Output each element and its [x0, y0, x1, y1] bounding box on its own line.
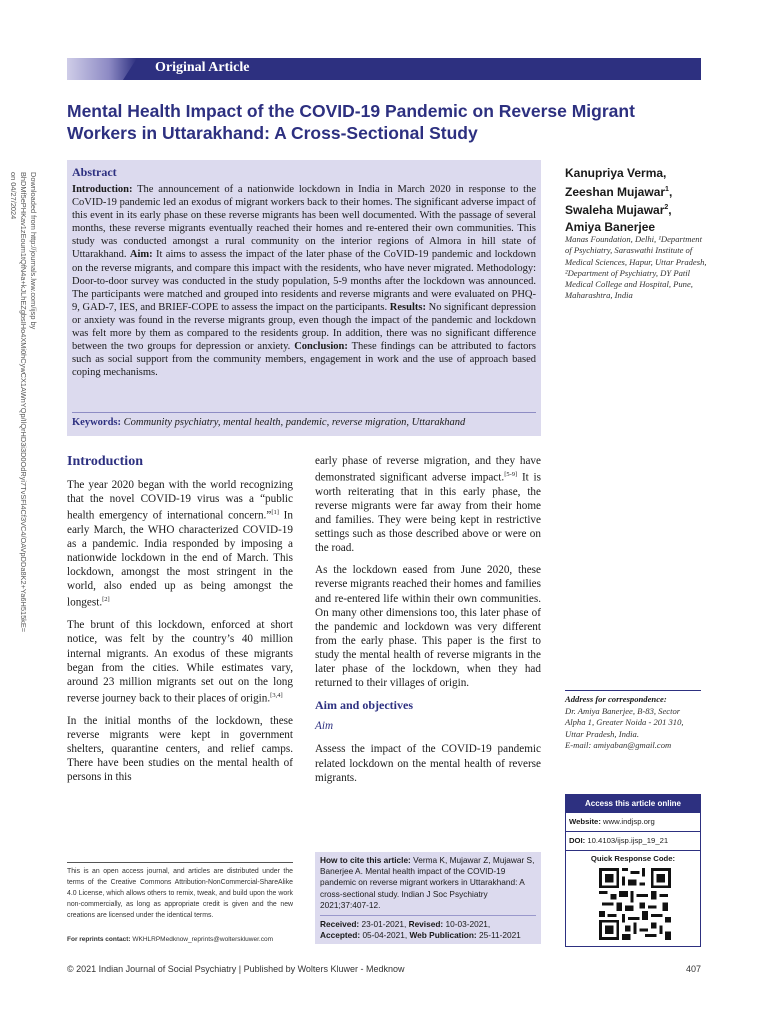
- citation-box: [315, 852, 541, 944]
- body-paragraph: The brunt of this lockdown, enforced at short notice, was felt by the country’s 40 million internal migrants. An exodus of these migrants began from the cities. While estimates vary, around 23 million migrants set out on the long reverse journey back to their places of origin.[3,4]: [67, 619, 293, 705]
- reprints-contact: [67, 936, 307, 943]
- footer-copyright: © 2021 Indian Journal of Social Psychiatry | Published by Wolters Kluwer - Medknow: [67, 964, 405, 974]
- abstract-results-label: Results:: [389, 301, 426, 313]
- keywords-line: [72, 412, 536, 428]
- author-name: Amiya Banerjee: [565, 219, 656, 234]
- abstract-intro-text: The announcement of a nationwide lockdown in India in March 2020 in response to the CoVID-19 pandemic led an exodus of migrant workers back to their homes. The significant adverse impact of this event in its early phase on these reverse migrants has been well documented. With the passage of several months, these reverse migrants eventually reached their homes and re-entered their own communities. This study was conducted amongst a rural community on the interior regions of Almora in hill state of Uttarakhand.: [72, 184, 536, 261]
- abstract-heading: Abstract: [72, 165, 117, 179]
- download-watermark: [8, 172, 48, 632]
- author-affiliations: Manas Foundation, Delhi, ¹Department of Psychiatry, Saraswathi Institute of Medical Sciences, Hapur, Uttar Pradesh, ²Department of Psychiatry, DY Patil Medical College and Hospital, Pune, Maharashtra, India: [565, 234, 707, 301]
- citation-text: How to cite this article: Verma K, Mujawar Z, Mujawar S, Banerjee A. Mental health impact of the COVID-19 pandemic on reverse migrant workers in Uttarakhand: A cross-sectional study. Indian J Soc Psychiatry 2021;37:407-12.: [320, 855, 535, 910]
- body-paragraph: In the initial months of the lockdown, these reverse migrants were kept in government shelters, quarantine centers, and relief camps. There have been studies on the mental health of persons in this: [67, 714, 293, 783]
- aim-subheading: Aim: [315, 720, 334, 733]
- aim-objectives-heading: Aim and objectives: [315, 698, 413, 713]
- abstract-body: [72, 183, 536, 379]
- reprints-label: For reprints contact:: [67, 936, 131, 943]
- citation-dates: Received: 23-01-2021, Revised: 10-03-2021, Accepted: 05-04-2021, Web Publication: 25-11-2021: [320, 915, 536, 941]
- abstract-aim-label: Aim:: [129, 249, 153, 261]
- article-type-banner: [67, 58, 701, 80]
- page-number: 407: [685, 964, 701, 974]
- abstract-aim-text: It aims to assess the impact of the later phase of the CoVID-19 pandemic and lockdown on the reverse migrants, and compare this impact with the residents, who have never migrated. Methodology: Door-to-door survey was conducted in the study population, 5-9 months after the lockdown was announced. The participants were matched and grouped into residents and reverse migrants and were evaluated on PHQ-9, GAD-7, IES, and BRIEF-COPE to assess the impact on the participants.: [72, 249, 537, 313]
- correspondence-email[interactable]: E-mail: amiyaban@gmail.com: [565, 740, 672, 751]
- download-watermark-text: Downloaded from http://journals.lww.com/ijsp by BhDMf5ePHKav1zEoum1tQfN4a+kJLhEZgbsIHo4XMi0hCywCX1AWnYQp/IlQrHD3i3D0OdRyi7TvSFl4Cf3VC4/OAVpDDa8K2+Ya6H515kE= on 04/27/2024: [9, 172, 38, 633]
- abstract-conclusion-label: Conclusion:: [294, 341, 348, 353]
- abstract-panel: [67, 160, 541, 436]
- author-name: Kanupriya Verma,: [565, 166, 667, 180]
- body-paragraph: As the lockdown eased from June 2020, these reverse migrants reached their homes and families and re-entered life within their own communities. On many other dimensions too, this later phase of the pandemic and lockdown was very different from the early phase. This paper is the first to study the mental health of reverse migrants in the later phase of the lockdown, when they had returned to their villages of origin.: [315, 564, 541, 690]
- qr-code-icon[interactable]: [599, 868, 671, 940]
- author-list: [565, 165, 725, 235]
- reprints-email[interactable]: WKHLRPMedknow_reprints@wolterskluwer.com: [132, 936, 273, 943]
- qr-label: Quick Response Code:: [590, 854, 676, 863]
- keywords-label: Keywords:: [72, 417, 121, 428]
- author-name: Zeeshan Mujawar$^1$,: [565, 184, 673, 199]
- abstract-results-text: No significant depression or anxiety was found in the reverse migrants group, even though the impact of the pandemic and lockdown was felt more by them as compared to the residents group. In addition, there was no significant difference between the two groups for depression or anxiety.: [72, 301, 537, 353]
- article-title: Mental Health Impact of the COVID-19 Pandemic on Reverse Migrant Workers in Uttarakhand: A Cross-Sectional Study: [67, 101, 635, 143]
- correspondence-address: [565, 690, 701, 752]
- body-column-left: [67, 478, 293, 792]
- author-name: Swaleha Mujawar$^2$,: [565, 203, 672, 217]
- access-online-box: [565, 794, 701, 947]
- correspondence-text: Dr. Amiya Banerjee, B-83, Sector Alpha 1, Greater Noida - 201 310, Uttar Pradesh, India.: [565, 705, 684, 739]
- body-paragraph: Assess the impact of the COVID-19 pandemic related lockdown on the mental health of reverse migrants.: [315, 743, 541, 784]
- doi-row[interactable]: DOI: 10.4103/ijsp.ijsp_19_21: [565, 832, 701, 851]
- body-paragraph: The year 2020 began with the world recognizing that the novel COVID-19 virus was a “public health emergency of international concern.”[1] In early March, the WHO characterized COVID-19 as a pandemic. India responded by imposing a nationwide lockdown in the end of March. This lockdown, amongst the most stringent in the world, also ended up as being amongst the longest.[2]: [67, 479, 293, 610]
- access-heading: Access this article online: [565, 794, 701, 813]
- abstract-conclusion-text: These findings can be attributed to factors such as social support from the community members, engagement in work and the use of approach based coping mechanisms.: [72, 341, 537, 379]
- body-paragraph: early phase of reverse migration, and they have demonstrated significant adverse impact.[5-9] It is worth reiterating that in this early phase, the reverse migrants were far away from their home and families. They were being kept in restrictive settings such as those described above or were on the road.: [315, 455, 542, 555]
- correspondence-heading: Address for correspondence:: [565, 694, 667, 704]
- website-row[interactable]: Website: www.indjsp.org: [565, 813, 701, 832]
- license-notice: This is an open access journal, and articles are distributed under the terms of the Creative Commons Attribution-NonCommercial-ShareAlike 4.0 License, which allows others to remix, tweak, and build upon the work non-commercially, as long as appropriate credit is given and the new creations are licensed under the identical terms.: [67, 862, 293, 922]
- body-column-right: [315, 454, 541, 793]
- qr-code-panel: [565, 851, 701, 947]
- keywords-value: Community psychiatry, mental health, pandemic, reverse migration, Uttarakhand: [123, 417, 466, 428]
- abstract-intro-label: Introduction:: [72, 184, 133, 195]
- article-type-label: Original Article: [155, 60, 250, 75]
- introduction-heading: Introduction: [67, 454, 143, 469]
